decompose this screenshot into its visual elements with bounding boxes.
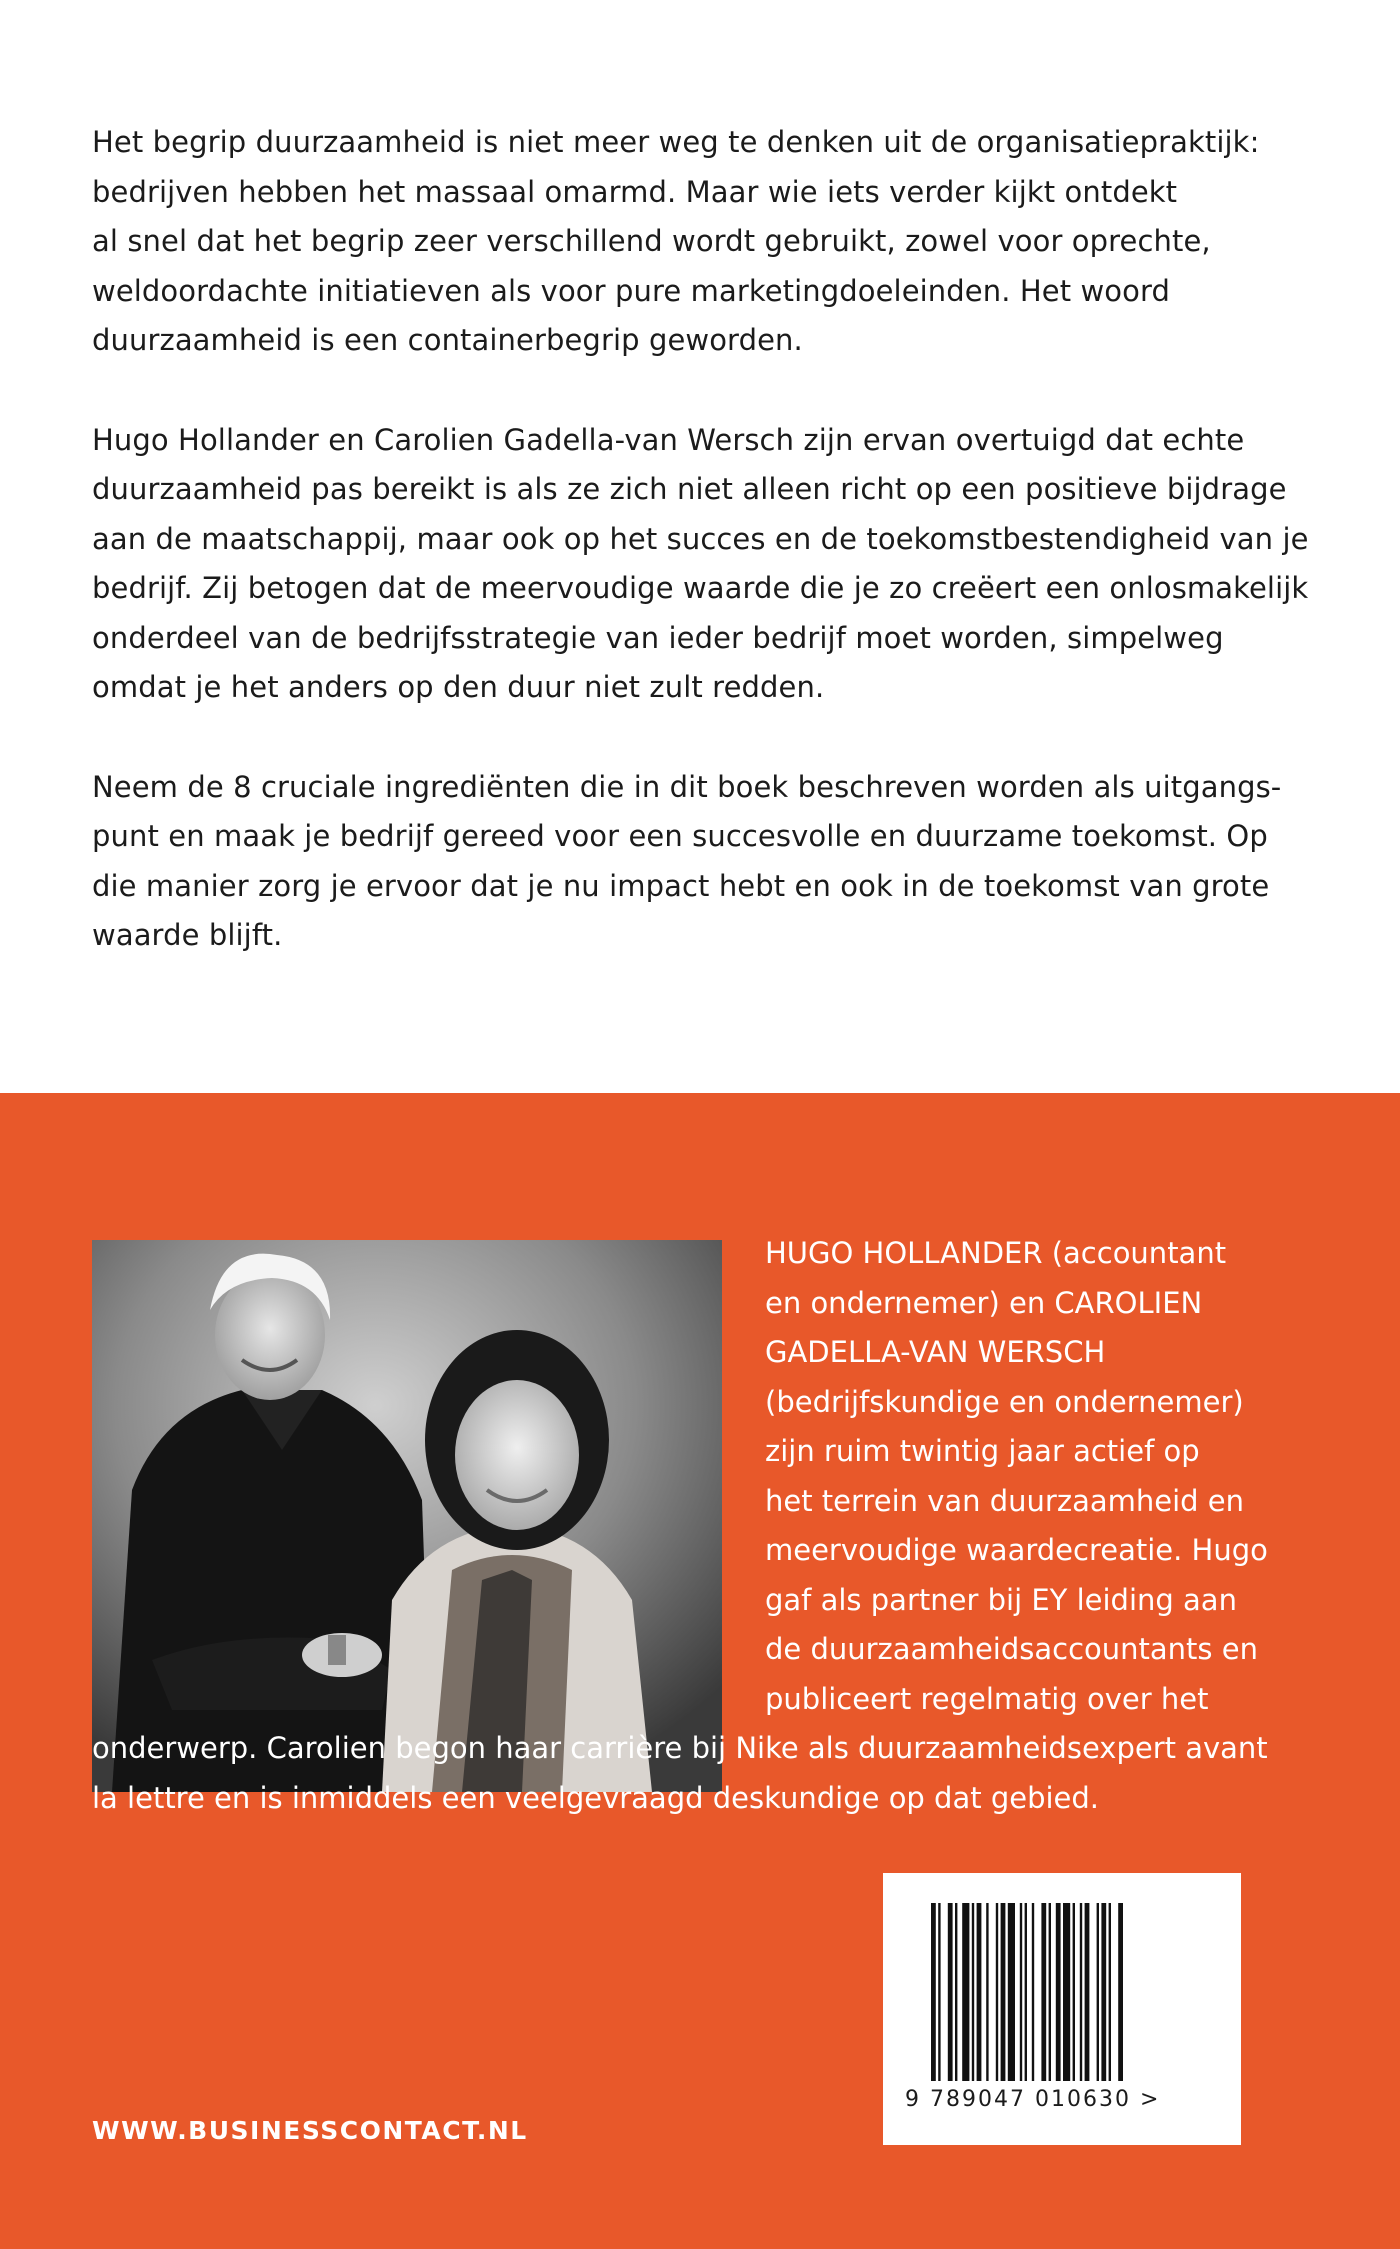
barcode-bar <box>1085 1903 1090 2081</box>
barcode-bar <box>1097 1903 1099 2081</box>
barcode-bar <box>1101 1903 1106 2081</box>
barcode-bar <box>1025 1903 1027 2081</box>
publisher-website[interactable]: WWW.BUSINESSCONTACT.NL <box>92 2116 528 2145</box>
blurb-text <box>92 118 1312 1011</box>
author-section <box>0 1093 1400 2249</box>
barcode-bar <box>972 1903 974 2081</box>
barcode-bar <box>955 1903 957 2081</box>
blurb-paragraph-1: Het begrip duurzaamheid is niet meer weg te denken uit de organisatiepraktijk: bedrijven hebben het massaal omarmd. Maar wie iets verder kijkt ontdekt al snel dat het begrip zeer verschillend wordt gebruikt, zowel voor oprechte, weldoordachte initiatieven als voor pure marketingdoeleinden. Het woord duurzaamheid is een containerbegrip geworden. <box>92 125 1260 357</box>
blurb-paragraph-2: Hugo Hollander en Carolien Gadella-van Wersch zijn ervan overtuigd dat echte duurzaamheid pas bereikt is als ze zich niet alleen richt op een positieve bijdrage aan de maatschappij, maar ook op het succes en de toekomstbestendigheid van je bedrijf. Zij betogen dat de meervoudige waarde die je zo creëert een onlosmakelijk onderdeel van de bedrijfsstrategie van ieder bedrijf moet worden, simpelweg omdat je het anders op den duur niet zult redden. <box>92 422 1309 704</box>
blurb-section <box>0 0 1400 1093</box>
barcode-bar <box>1020 1903 1022 2081</box>
barcode-bar <box>1032 1903 1034 2081</box>
barcode-bar <box>996 1903 998 2081</box>
barcode-bar <box>1118 1903 1123 2081</box>
barcode-bar <box>938 1903 940 2081</box>
isbn-number: 9 789047 010630 > <box>905 2087 1161 2112</box>
author-bio-below-photo: onderwerp. Carolien begon haar carrière bij Nike als duurzaamheidsexpert avant la lettre en is inmiddels een veelgevraagd deskundige op dat gebied. <box>92 1731 1268 1815</box>
blurb-paragraph-3: Neem de 8 cruciale ingrediënten die in dit boek beschreven worden als uitgangs- punt en maak je bedrijf gereed voor een succesvolle en duurzame toekomst. Op die manier zorg je ervoor dat je nu impact hebt en ook in de toekomst van grote waarde blijft. <box>92 769 1282 952</box>
barcode-bar <box>1056 1903 1061 2081</box>
author-bio-beside-photo: HUGO HOLLANDER (accountant en ondernemer) en CAROLIEN GADELLA-VAN WERSCH (bedrijfskundige en ondernemer) zijn ruim twintig jaar actief op het terrein van duurzaamheid en meervoudige waardecreatie. Hugo gaf als partner bij EY leiding aan de duurzaamheidsaccountants en publiceert regelmatig over het <box>765 1236 1268 1716</box>
barcode-bar <box>1109 1903 1111 2081</box>
barcode-bar <box>1063 1903 1070 2081</box>
barcode-bar <box>1001 1903 1006 2081</box>
barcode-bar <box>1041 1903 1046 2081</box>
barcode-bar <box>962 1903 969 2081</box>
barcode-bars <box>931 1903 1193 2081</box>
barcode-bar <box>931 1903 936 2081</box>
barcode-bar <box>977 1903 982 2081</box>
author-bio <box>92 1229 1322 1823</box>
barcode-bar <box>1080 1903 1082 2081</box>
barcode-bar <box>1008 1903 1015 2081</box>
barcode-bar <box>1049 1903 1051 2081</box>
barcode-bar <box>948 1903 953 2081</box>
barcode-bar <box>986 1903 988 2081</box>
barcode-bar <box>1073 1903 1075 2081</box>
isbn-barcode <box>883 1873 1241 2145</box>
